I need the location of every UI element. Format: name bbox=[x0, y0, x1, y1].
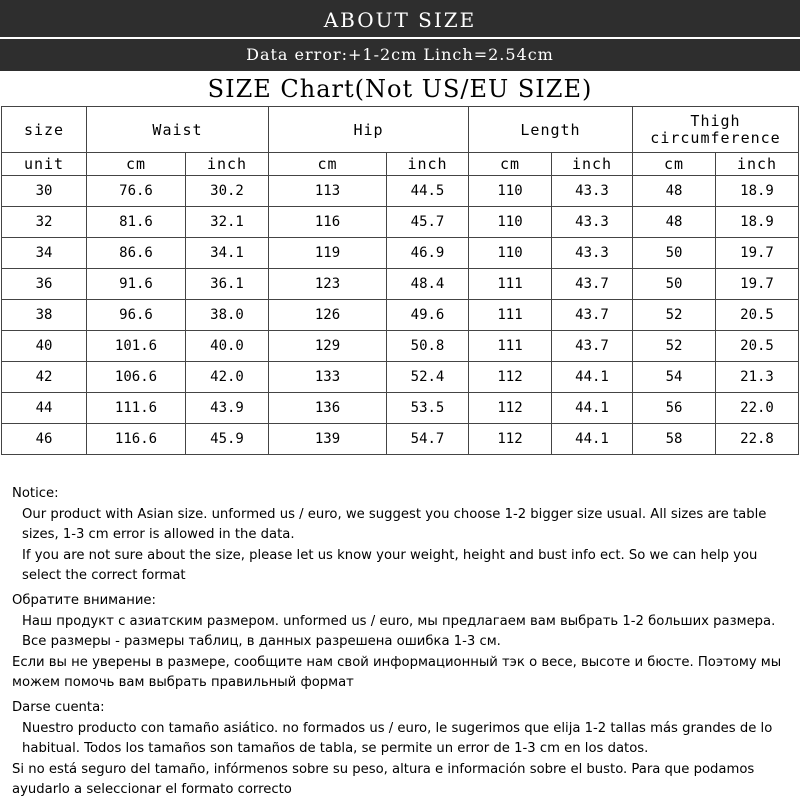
cell-size: 38 bbox=[2, 300, 87, 331]
size-table bbox=[1, 106, 799, 455]
cell-hip-cm: 136 bbox=[269, 393, 387, 424]
cell-hip-inch: 49.6 bbox=[387, 300, 469, 331]
cell-length-cm: 112 bbox=[469, 393, 552, 424]
unit-thigh-cm: cm bbox=[633, 153, 716, 176]
cell-length-inch: 43.3 bbox=[552, 176, 633, 207]
cell-length-inch: 43.3 bbox=[552, 238, 633, 269]
cell-waist-cm: 101.6 bbox=[87, 331, 186, 362]
cell-thigh-inch: 20.5 bbox=[716, 331, 799, 362]
cell-hip-cm: 129 bbox=[269, 331, 387, 362]
cell-waist-inch: 43.9 bbox=[186, 393, 269, 424]
header-thigh bbox=[633, 107, 799, 153]
header-length: Length bbox=[469, 107, 633, 153]
cell-waist-cm: 111.6 bbox=[87, 393, 186, 424]
cell-size: 36 bbox=[2, 269, 87, 300]
table-row bbox=[2, 238, 799, 269]
cell-thigh-inch: 19.7 bbox=[716, 269, 799, 300]
cell-waist-inch: 30.2 bbox=[186, 176, 269, 207]
cell-waist-cm: 106.6 bbox=[87, 362, 186, 393]
cell-length-inch: 43.7 bbox=[552, 269, 633, 300]
header-size: size bbox=[2, 107, 87, 153]
table-row bbox=[2, 393, 799, 424]
cell-waist-cm: 76.6 bbox=[87, 176, 186, 207]
cell-waist-inch: 34.1 bbox=[186, 238, 269, 269]
notice-text-es-1: Nuestro producto con tamaño asiático. no formados us / euro, le sugerimos que elija 1-2 tallas más grandes de lo habitual. Todos los tamaños son tamaños de tabla, se permite un error de 1-3 cm en los datos. bbox=[22, 720, 773, 757]
notice-text-en-2: If you are not sure about the size, please let us know your weight, height and bust info ect. So we can help you select the correct format bbox=[22, 547, 758, 584]
cell-thigh-cm: 58 bbox=[633, 424, 716, 455]
cell-thigh-inch: 18.9 bbox=[716, 176, 799, 207]
notice-text-en-1: Our product with Asian size. unformed us / euro, we suggest you choose 1-2 bigger size usual. All sizes are table sizes, 1-3 cm error is allowed in the data. bbox=[22, 506, 767, 543]
cell-thigh-inch: 22.8 bbox=[716, 424, 799, 455]
cell-hip-cm: 139 bbox=[269, 424, 387, 455]
table-row bbox=[2, 300, 799, 331]
cell-hip-inch: 52.4 bbox=[387, 362, 469, 393]
cell-thigh-cm: 48 bbox=[633, 207, 716, 238]
cell-waist-inch: 45.9 bbox=[186, 424, 269, 455]
cell-length-inch: 44.1 bbox=[552, 424, 633, 455]
cell-hip-cm: 133 bbox=[269, 362, 387, 393]
cell-thigh-inch: 19.7 bbox=[716, 238, 799, 269]
cell-length-cm: 112 bbox=[469, 362, 552, 393]
cell-waist-inch: 36.1 bbox=[186, 269, 269, 300]
notice-text-ru-2: Если вы не уверены в размере, сообщите нам свой информационный тэк о весе, высоте и бюсте. Поэтому мы можем помочь вам выбрать правильный формат bbox=[12, 654, 782, 691]
cell-thigh-cm: 50 bbox=[633, 269, 716, 300]
notice-heading-en: Notice: bbox=[12, 486, 59, 501]
cell-size: 42 bbox=[2, 362, 87, 393]
cell-length-inch: 43.3 bbox=[552, 207, 633, 238]
cell-waist-cm: 86.6 bbox=[87, 238, 186, 269]
size-chart-title: SIZE Chart(Not US/EU SIZE) bbox=[207, 75, 593, 103]
notice-text-ru-1: Наш продукт с азиатским размером. unformed us / euro, мы предлагаем вам выбрать 1-2 больших размера. Все размеры - размеры таблиц, в данных разрешена ошибка 1-3 см. bbox=[22, 613, 776, 650]
cell-waist-cm: 81.6 bbox=[87, 207, 186, 238]
notice-text-es-2: Si no está seguro del tamaño, infórmenos sobre su peso, altura e información sobre el busto. Para que podamos ayudarlo a seleccionar el formato correcto bbox=[12, 761, 755, 798]
cell-length-inch: 44.1 bbox=[552, 393, 633, 424]
unit-waist-inch: inch bbox=[186, 153, 269, 176]
cell-length-cm: 111 bbox=[469, 331, 552, 362]
header-waist: Waist bbox=[87, 107, 269, 153]
unit-length-cm: cm bbox=[469, 153, 552, 176]
data-error-banner: Data error:+1-2cm Linch=2.54cm bbox=[0, 39, 800, 71]
cell-length-inch: 43.7 bbox=[552, 331, 633, 362]
cell-hip-cm: 116 bbox=[269, 207, 387, 238]
cell-thigh-cm: 56 bbox=[633, 393, 716, 424]
notice-heading-ru: Обратите внимание: bbox=[12, 592, 156, 608]
cell-length-cm: 111 bbox=[469, 269, 552, 300]
header-thigh-text: Thigh circumference bbox=[650, 111, 781, 147]
notice-heading-es: Darse cuenta: bbox=[12, 699, 105, 715]
cell-thigh-cm: 50 bbox=[633, 238, 716, 269]
cell-length-inch: 44.1 bbox=[552, 362, 633, 393]
header-row bbox=[2, 107, 799, 153]
table-row bbox=[2, 331, 799, 362]
about-size-banner: ABOUT SIZE bbox=[0, 0, 800, 37]
cell-waist-inch: 38.0 bbox=[186, 300, 269, 331]
cell-thigh-inch: 21.3 bbox=[716, 362, 799, 393]
cell-hip-cm: 126 bbox=[269, 300, 387, 331]
cell-hip-inch: 48.4 bbox=[387, 269, 469, 300]
cell-hip-inch: 45.7 bbox=[387, 207, 469, 238]
cell-length-cm: 110 bbox=[469, 238, 552, 269]
cell-waist-cm: 116.6 bbox=[87, 424, 186, 455]
cell-size: 32 bbox=[2, 207, 87, 238]
cell-hip-inch: 46.9 bbox=[387, 238, 469, 269]
cell-thigh-cm: 52 bbox=[633, 331, 716, 362]
cell-thigh-cm: 52 bbox=[633, 300, 716, 331]
table-row bbox=[2, 424, 799, 455]
table-row bbox=[2, 176, 799, 207]
table-row bbox=[2, 269, 799, 300]
header-hip: Hip bbox=[269, 107, 469, 153]
cell-hip-inch: 50.8 bbox=[387, 331, 469, 362]
cell-size: 34 bbox=[2, 238, 87, 269]
cell-hip-inch: 44.5 bbox=[387, 176, 469, 207]
unit-waist-cm: cm bbox=[87, 153, 186, 176]
cell-length-cm: 111 bbox=[469, 300, 552, 331]
cell-length-cm: 112 bbox=[469, 424, 552, 455]
unit-length-inch: inch bbox=[552, 153, 633, 176]
cell-thigh-inch: 20.5 bbox=[716, 300, 799, 331]
cell-hip-inch: 53.5 bbox=[387, 393, 469, 424]
cell-waist-cm: 91.6 bbox=[87, 269, 186, 300]
cell-waist-cm: 96.6 bbox=[87, 300, 186, 331]
cell-hip-inch: 54.7 bbox=[387, 424, 469, 455]
cell-waist-inch: 42.0 bbox=[186, 362, 269, 393]
unit-thigh-inch: inch bbox=[716, 153, 799, 176]
cell-length-cm: 110 bbox=[469, 207, 552, 238]
cell-thigh-inch: 18.9 bbox=[716, 207, 799, 238]
cell-length-cm: 110 bbox=[469, 176, 552, 207]
unit-row bbox=[2, 153, 799, 176]
cell-thigh-inch: 22.0 bbox=[716, 393, 799, 424]
table-row bbox=[2, 207, 799, 238]
cell-size: 44 bbox=[2, 393, 87, 424]
cell-hip-cm: 123 bbox=[269, 269, 387, 300]
cell-size: 30 bbox=[2, 176, 87, 207]
cell-size: 46 bbox=[2, 424, 87, 455]
unit-hip-inch: inch bbox=[387, 153, 469, 176]
unit-label: unit bbox=[2, 153, 87, 176]
unit-hip-cm: cm bbox=[269, 153, 387, 176]
cell-hip-cm: 119 bbox=[269, 238, 387, 269]
notes-section bbox=[12, 484, 797, 801]
table-row bbox=[2, 362, 799, 393]
cell-hip-cm: 113 bbox=[269, 176, 387, 207]
cell-thigh-cm: 54 bbox=[633, 362, 716, 393]
cell-length-inch: 43.7 bbox=[552, 300, 633, 331]
cell-thigh-cm: 48 bbox=[633, 176, 716, 207]
cell-waist-inch: 40.0 bbox=[186, 331, 269, 362]
cell-waist-inch: 32.1 bbox=[186, 207, 269, 238]
cell-size: 40 bbox=[2, 331, 87, 362]
